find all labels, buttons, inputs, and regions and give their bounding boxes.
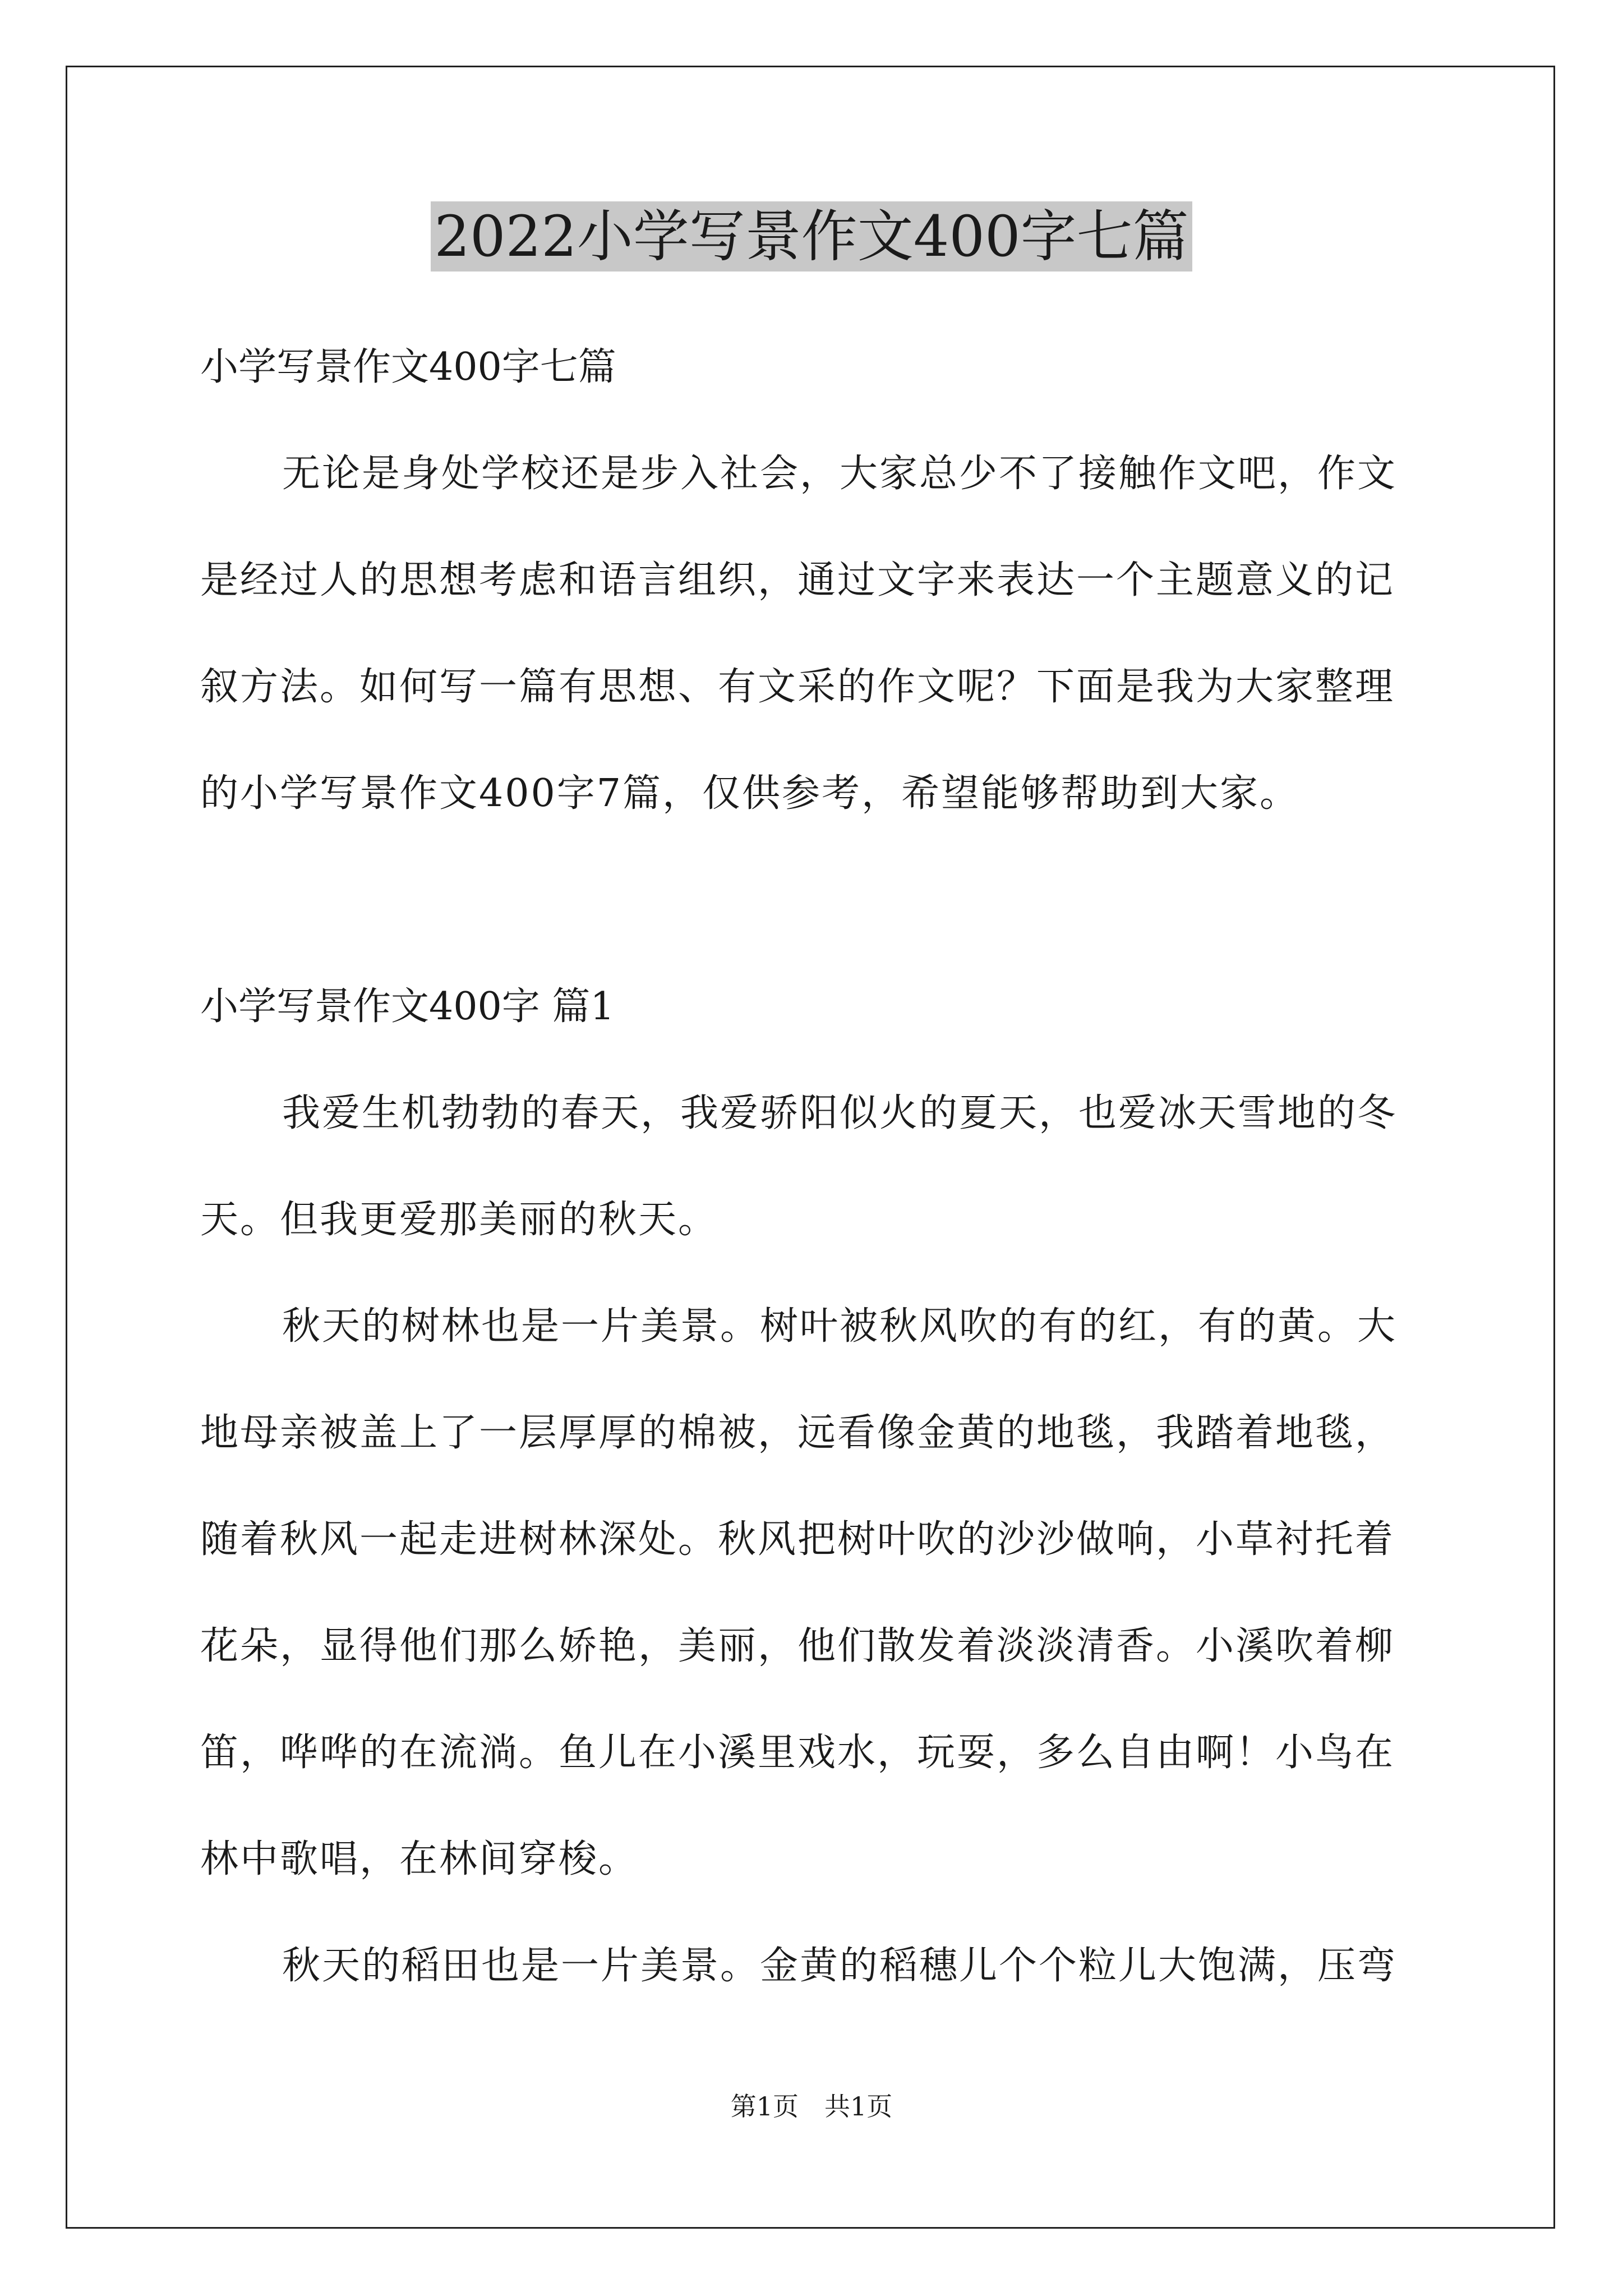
document-body (200, 314, 1431, 2019)
section-paragraph-3: 秋天的稻田也是一片美景。金黄的稻穗儿个个粒儿大饱满，压弯 (282, 1944, 1398, 1988)
page-footer: 第1页 共1页 (730, 2091, 893, 2122)
section-spacer (200, 847, 1431, 954)
intro-paragraph: 无论是身处学校还是步入社会，大家总少不了接触作文吧，作文是经过人的思想考虑和语言组织，通过文字来表达一个主题意义的记叙方法。如何写一篇有思想、有文采的作文呢？下面是我为大家整理的小学写景作文400字7篇，仅供参考，希望能够帮助到大家。 (200, 452, 1398, 816)
document-subtitle: 小学写景作文400字七篇 (200, 345, 616, 389)
document-title-text: 2022小学写景作文400字七篇 (431, 201, 1192, 272)
section-paragraph-1: 我爱生机勃勃的春天，我爱骄阳似火的夏天，也爱冰天雪地的冬天。但我更爱那美丽的秋天。 (200, 1091, 1398, 1242)
document-title (0, 200, 1623, 273)
section-paragraph-2: 秋天的树林也是一片美景。树叶被秋风吹的有的红，有的黄。大地母亲被盖上了一层厚厚的棉被，远看像金黄的地毯，我踏着地毯，随着秋风一起走进树林深处。秋风把树叶吹的沙沙做响，小草衬托着花朵，显得他们那么娇艳，美丽，他们散发着淡淡清香。小溪吹着柳笛，哗哗的在流淌。鱼儿在小溪里戏水，玩耍，多么自由啊！小鸟在林中歌唱，在林间穿梭。 (200, 1304, 1398, 1881)
section-heading: 小学写景作文400字 篇1 (200, 984, 615, 1029)
